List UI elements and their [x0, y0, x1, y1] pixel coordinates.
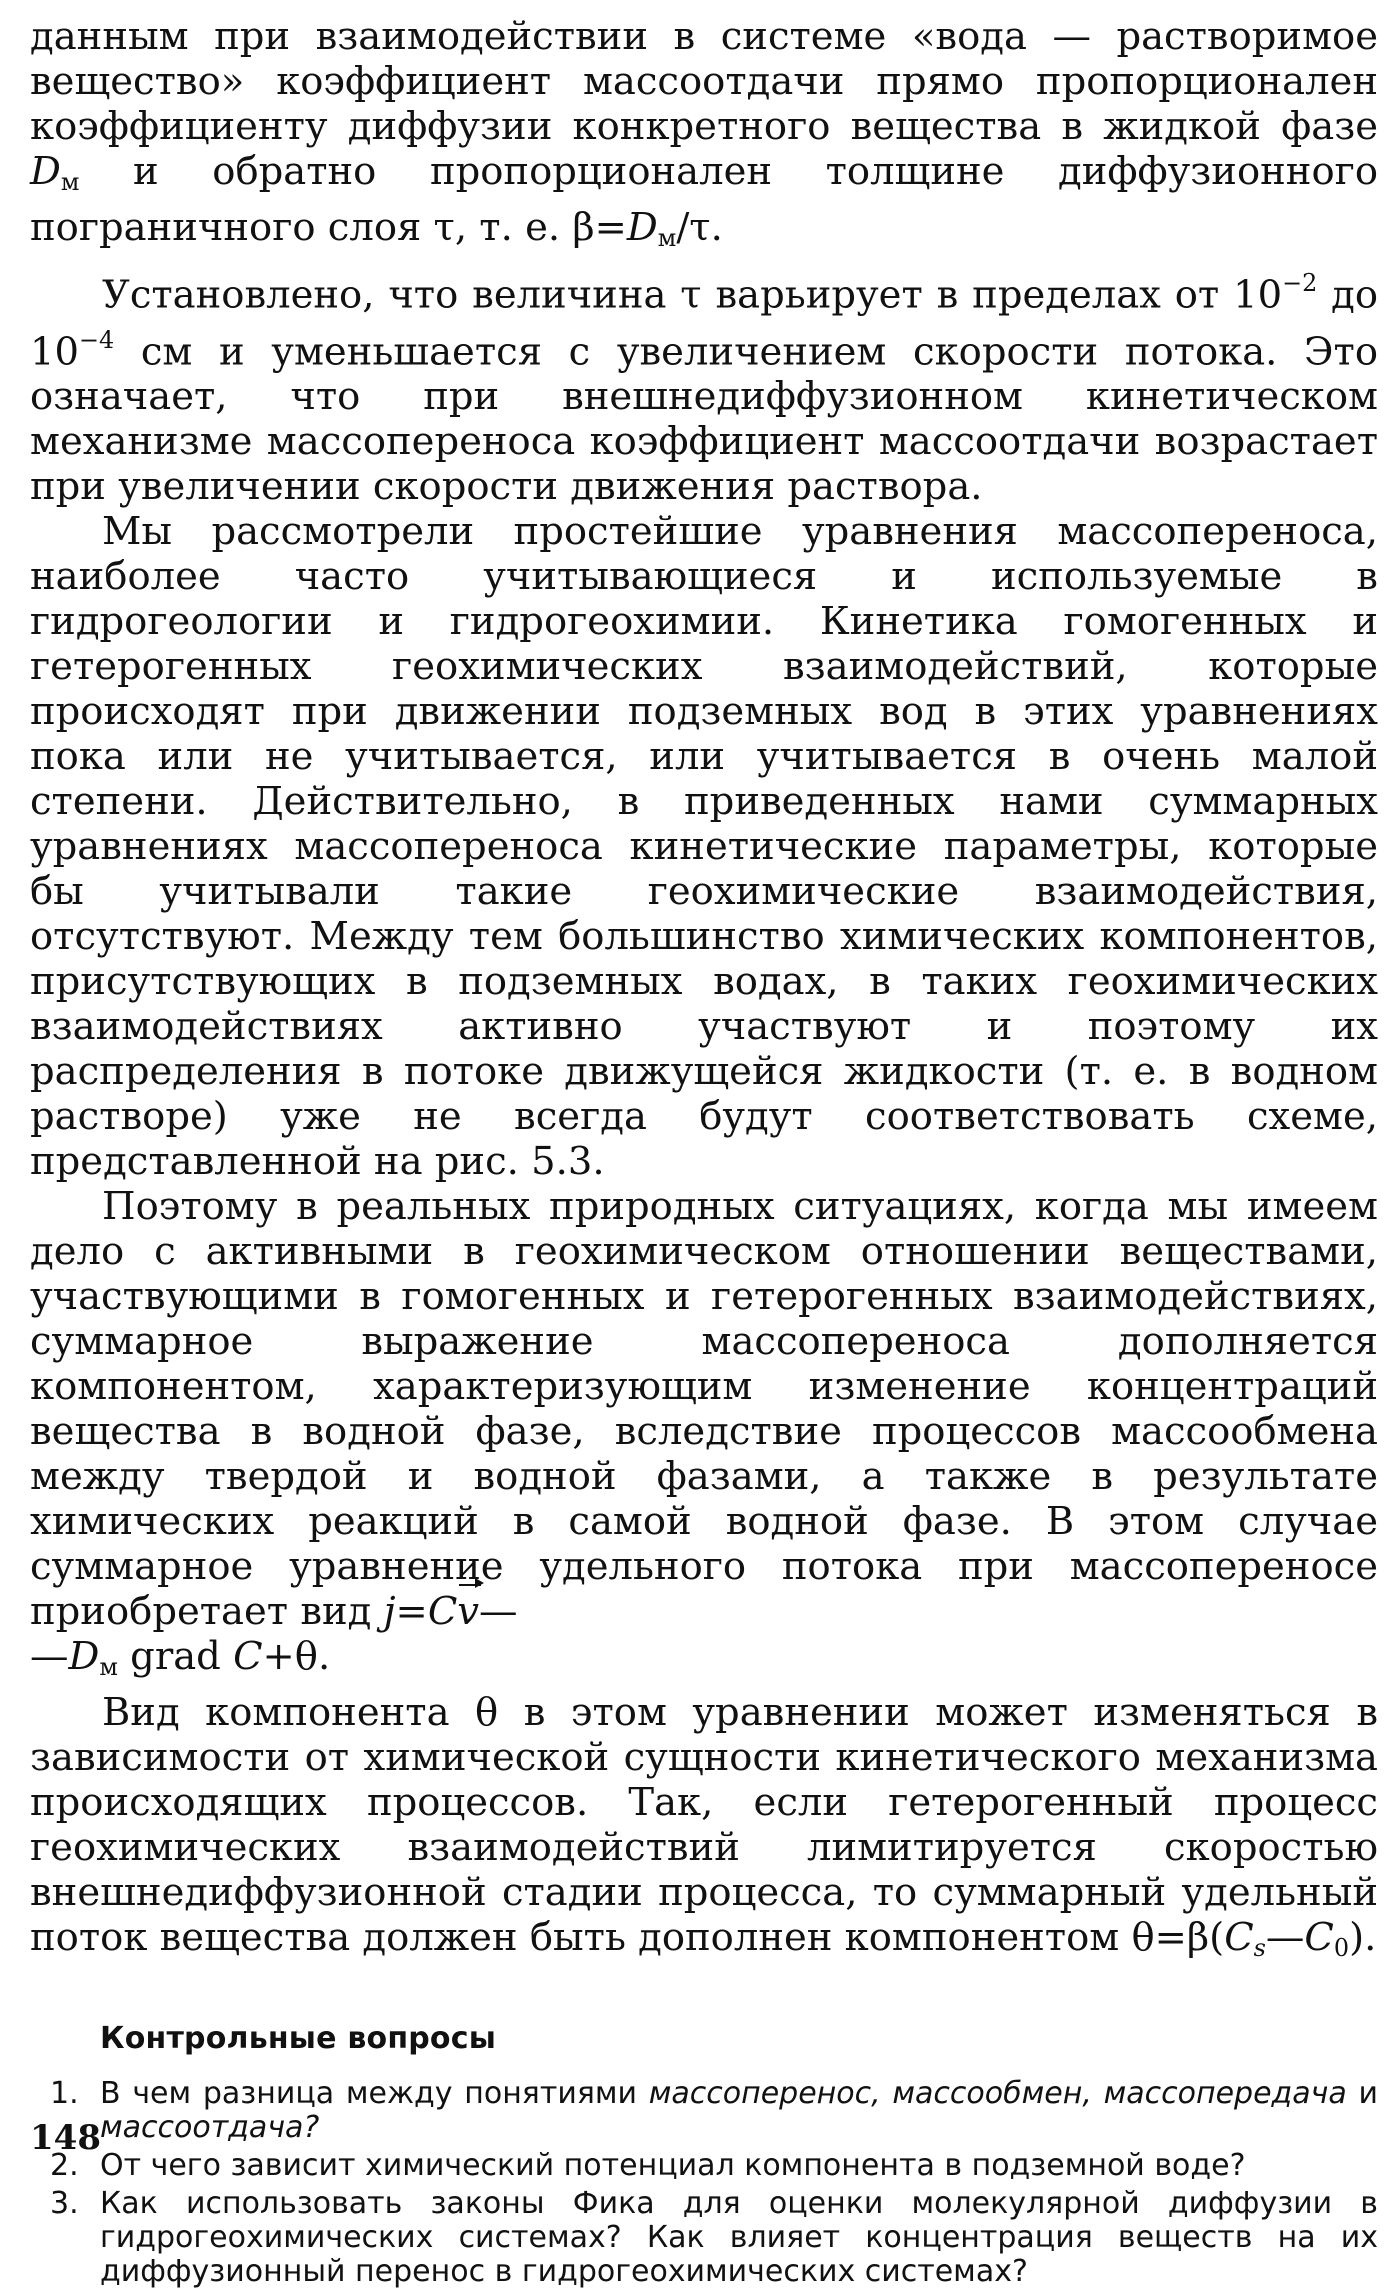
- paragraph-2: Установлено, что величина τ варьирует в пределах от $10^{-2}$ до $10^{-4}$ см и уменьшается с увеличением скорости потока. Это означает, что при внешнедиффузионном кинетическом механизме массопереноса коэффициент массоотдачи возрастает при увеличении скорости движения раствора.: [30, 268, 1379, 510]
- velocity-vector: v: [457, 1589, 480, 1635]
- paragraph-3: Мы рассмотрели простейшие уравнения массопереноса, наиболее часто учитывающиеся и используемые в гидрогеологии и гидрогеохимии. Кинетика гомогенных и гетерогенных геохимических взаимодействий, которые происходят при движении подземных вод в этих уравнениях пока или не учитывается, или учитывается в очень малой степени. Действительно, в приведенных нами суммарных уравнениях массопереноса кинетические параметры, которые бы учитывали такие геохимические взаимодействия, отсутствуют. Между тем большинство химических компонентов, присутствующих в подземных водах, в таких геохимических взаимодействиях активно участвуют и поэтому их распределения в потоке движущейся жидкости (т. е. в водном растворе) уже не всегда будут соответствовать схеме, представленной на рис. 5.3.: [30, 509, 1378, 1185]
- questions-list: [30, 2077, 1378, 2289]
- question-item: 1. В чем разница между понятиями массоперенос, массообмен, массопередача и массоотдача?: [50, 2076, 1378, 2146]
- question-item: 2. От чего зависит химический потенциал компонента в подземной воде?: [50, 2148, 1246, 2184]
- document-page: [30, 14, 1378, 2293]
- paragraph-5: Вид компонента θ в этом уравнении может изменяться в зависимости от химической сущности кинетического механизма происходящих процессов. Так, если гетерогенный процесс геохимических взаимодействий лимитируется скоростью внешнедиффузионной стадии процесса, то суммарный удельный поток вещества должен быть дополнен компонентом $\theta=\beta(C_s—C_0)$.: [30, 1690, 1378, 1963]
- paragraph-4: Поэтому в реальных природных ситуациях, когда мы имеем дело с активными в геохимическом отношении веществами, участвующими в гомогенных и гетерогенных взаимодействиях, суммарное выражение массопереноса дополняется компонентом, характеризующим изменение концентраций вещества в водной фазе, вследствие процессов массообмена между твердой и водной фазами, а также в результате химических реакций в самой водной фазе. В этом случае суммарное уравнение удельного потока при массопереносе приобретает вид j=Cv— $—D_м$ grad C+θ.: [30, 1184, 1378, 1682]
- question-number: 3.: [50, 2186, 79, 2222]
- questions-heading: Контрольные вопросы: [100, 2021, 497, 2057]
- question-item: 3. Как использовать законы Фика для оценки молекулярной диффузии в гидрогеохимических системах? Как влияет концентрация веществ на их диффузионный перенос в гидрогеохимических системах?: [50, 2186, 1378, 2290]
- question-number: 2.: [50, 2148, 79, 2184]
- page-number: 148: [30, 2118, 101, 2158]
- flux-equation: j=Cv—: [383, 1589, 518, 1635]
- question-number: 1.: [50, 2076, 79, 2112]
- paragraph-1: данным при взаимодействии в системе «вода — растворимое вещество» коэффициент массоотдачи прямо пропорционален коэффициенту диффузии конкретного вещества в жидкой фазе $D_м$ и обратно пропорционален толщине диффузионного пограничного слоя τ, т. е. $\beta=D_м/\tau$.: [30, 14, 1378, 252]
